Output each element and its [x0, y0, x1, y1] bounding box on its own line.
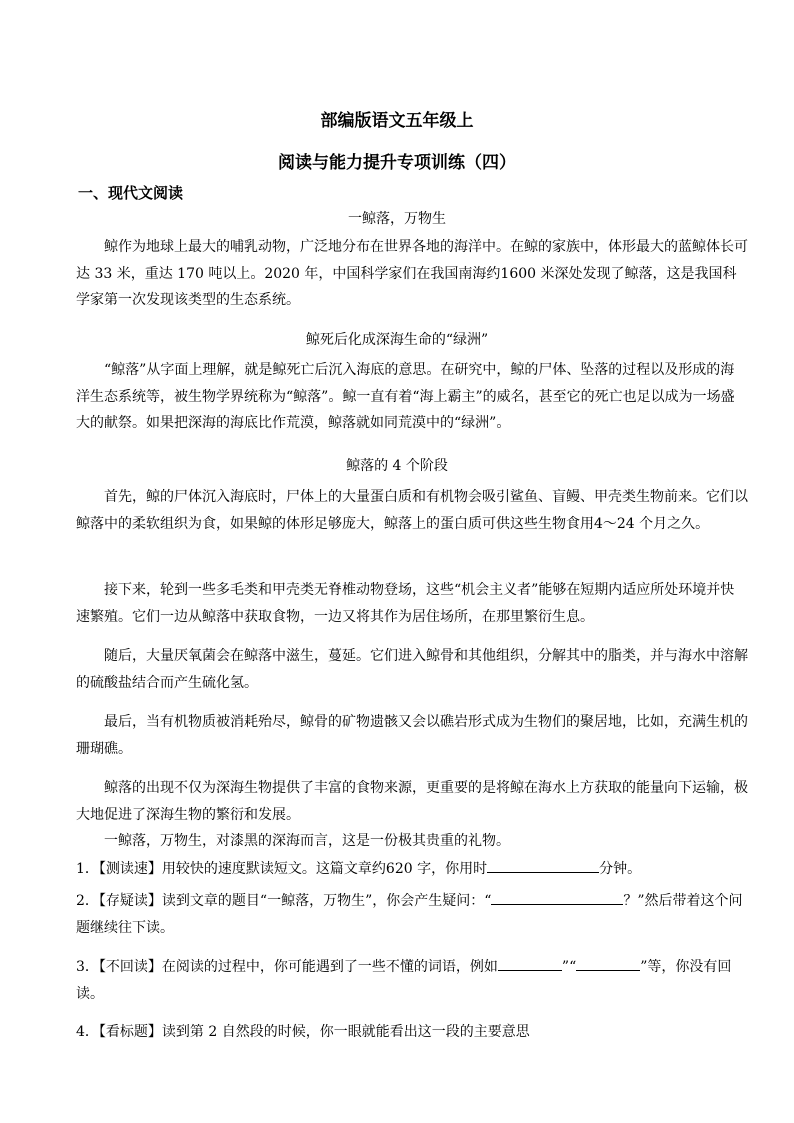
question-2-suffix: ？”然后带着这个问题继续往下读。	[76, 893, 743, 936]
answer-blank-3b[interactable]	[576, 954, 640, 971]
answer-blank-3a[interactable]	[498, 954, 562, 971]
paragraph-5: 随后，大量厌氧菌会在鲸落中滋生，蔓延。它们进入鲸骨和其他组织，分解其中的脂类，并与海水中溶解的硫酸盐结合而产生硫化氢。	[76, 648, 748, 691]
document-subtitle: 阅读与能力提升专项训练（四）	[278, 153, 516, 173]
paragraph-6: 最后，当有机物质被消耗殆尽，鲸骨的矿物遗骸又会以礁岩形式成为生物们的聚居地，比如，充满生机的珊瑚礁。	[76, 714, 748, 757]
question-4: 4．【看标题】读到第 2 自然段的时候，你一眼就能看出这一段的主要意思	[76, 1024, 530, 1040]
question-2-text: 2．【存疑读】读到文章的题目“一鲸落，万物生”，你会产生疑问：“	[76, 893, 492, 909]
question-3-text: 3．【不回读】在阅读的过程中，你可能遇到了一些不懂的词语，例如	[76, 959, 498, 975]
subheading-oasis: 鲸死后化成深海生命的“绿洲”	[305, 332, 489, 348]
article-title: 一鲸落，万物生	[348, 211, 446, 227]
paragraph-3: 首先，鲸的尸体沉入海底时，尸体上的大量蛋白质和有机物会吸引鲨鱼、盲鳗、甲壳类生物前来。它们以鲸落中的柔软组织为食，如果鲸的体形足够庞大，鲸落上的蛋白质可供这些生物食用4～24 个月之久。	[76, 489, 748, 532]
question-3	[76, 954, 748, 1007]
answer-blank-1[interactable]	[487, 856, 599, 873]
section-heading: 一、现代文阅读	[78, 184, 184, 202]
question-1-text: 1．【测读速】用较快的速度默读短文。这篇文章约620 字，你用时	[76, 861, 488, 877]
document-title: 部编版语文五年级上	[320, 111, 474, 131]
question-3-middle: ”“	[561, 959, 577, 975]
paragraph-7: 鲸落的出现不仅为深海生物提供了丰富的食物来源，更重要的是将鲸在海水上方获取的能量向下运输，极大地促进了深海生物的繁衍和发展。	[76, 780, 748, 823]
question-2	[76, 888, 748, 941]
paragraph-8: 一鲸落，万物生，对漆黑的深海而言，这是一份极其贵重的礼物。	[104, 833, 510, 849]
answer-blank-2[interactable]	[491, 888, 623, 905]
question-1-suffix: 分钟。	[599, 861, 642, 877]
paragraph-1: 鲸作为地球上最大的哺乳动物，广泛地分布在世界各地的海洋中。在鲸的家族中，体形最大的蓝鲸体长可达 33 米，重达 170 吨以上。2020 年，中国科学家们在我国南海约1600 米深处发现了鲸落，这是我国科学家第一次发现该类型的生态系统。	[76, 239, 748, 308]
subheading-stages: 鲸落的 4 个阶段	[346, 458, 448, 474]
question-3-suffix: ”等，你没有回读。	[76, 959, 732, 1002]
question-1	[76, 856, 748, 883]
paragraph-4: 接下来，轮到一些多毛类和甲壳类无脊椎动物登场，这些“机会主义者”能够在短期内适应所处环境并快速繁殖。它们一边从鲸落中获取食物，一边又将其作为居住场所，在那里繁衍生息。	[76, 582, 735, 625]
paragraph-2: “鲸落”从字面上理解，就是鲸死亡后沉入海底的意思。在研究中，鲸的尸体、坠落的过程以及形成的海洋生态系统等，被生物学界统称为“鲸落”。鲸一直有着“海上霸主”的威名，甚至它的死亡也足以成为一场盛大的献祭。如果把深海的海底比作荒漠，鲸落就如同荒漠中的“绿洲”。	[76, 362, 735, 431]
